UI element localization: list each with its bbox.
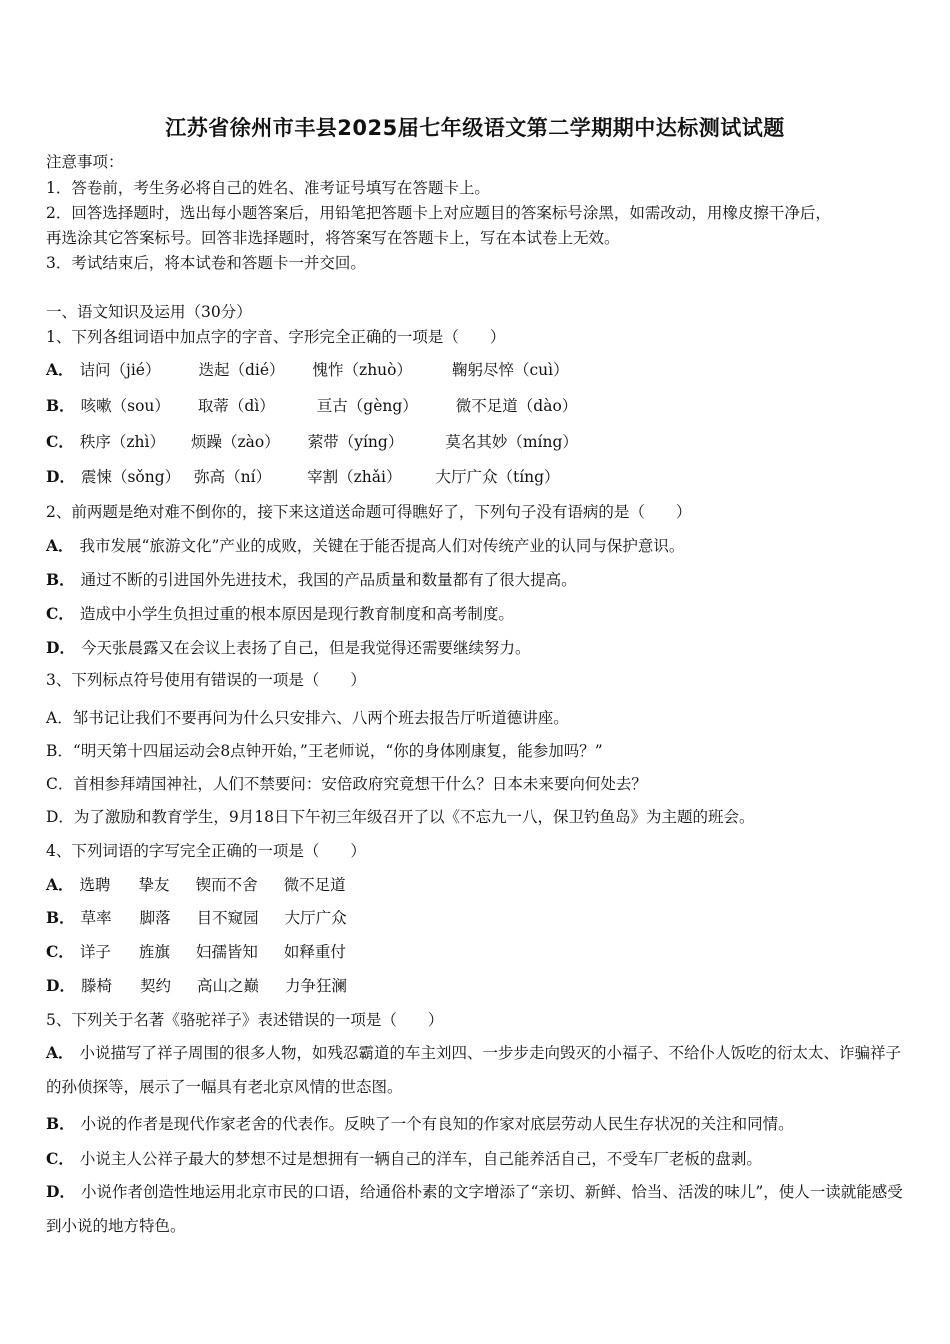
option-tag: A． bbox=[46, 875, 74, 894]
q2-option-c bbox=[46, 604, 514, 624]
option-tag: D． bbox=[46, 467, 75, 486]
q3-option-c: C．首相参拜靖国神社，人们不禁要问：安倍政府究竟想干什么？日本未来要向何处去？ bbox=[46, 775, 647, 793]
word: 草率 bbox=[80, 909, 112, 927]
q1-option-b bbox=[46, 396, 577, 416]
word: 取蒂（dì） bbox=[197, 397, 275, 415]
question-2-stem: 2、前两题是绝对难不倒你的，接下来这道送命题可得瞧好了，下列句子没有语病的是（ ） bbox=[46, 503, 692, 521]
option-tag: D． bbox=[46, 1182, 75, 1201]
option-tag: B． bbox=[46, 908, 75, 927]
word: 秩序（zhì） bbox=[79, 433, 165, 451]
option-tag: B． bbox=[46, 396, 75, 415]
word: 滕椅 bbox=[80, 977, 112, 995]
q2-option-d bbox=[46, 638, 530, 658]
word: 莫名其妙（míng） bbox=[445, 433, 578, 451]
word: 目不窥园 bbox=[196, 909, 259, 927]
word: 大厅广众 bbox=[284, 909, 347, 927]
q2-option-b bbox=[46, 570, 577, 590]
option-text: 通过不断的引进国外先进技术，我国的产品质量和数量都有了很大提高。 bbox=[80, 571, 577, 589]
word: 诘问（jié） bbox=[79, 361, 161, 379]
section-heading: 一、语文知识及运用（30分） bbox=[46, 303, 252, 321]
notice-item: 3．考试结束后，将本试卷和答题卡一并交回。 bbox=[46, 254, 366, 272]
word: 微不足道 bbox=[283, 876, 346, 894]
word: 愧怍（zhuò） bbox=[312, 361, 412, 379]
word: 高山之巅 bbox=[196, 977, 259, 995]
word: 弥高（ní） bbox=[194, 468, 272, 486]
q4-option-d bbox=[46, 976, 347, 996]
word: 如释重付 bbox=[283, 943, 346, 961]
question-4-stem: 4、下列词语的字写完全正确的一项是（ ） bbox=[46, 842, 366, 860]
word: 挚友 bbox=[138, 876, 170, 894]
option-tag: D． bbox=[46, 638, 75, 657]
word: 锲而不舍 bbox=[195, 876, 258, 894]
question-3-stem: 3、下列标点符号使用有错误的一项是（ ） bbox=[46, 671, 366, 689]
word: 萦带（yíng） bbox=[307, 433, 404, 451]
question-5-stem: 5、下列关于名著《骆驼祥子》表述错误的一项是（ ） bbox=[46, 1011, 444, 1029]
q3-option-b: B．“明天第十四届运动会8点钟开始，”王老师说，“你的身体刚康复，能参加吗？” bbox=[46, 742, 603, 760]
notice-item: 再选涂其它答案标号。回答非选择题时，将答案写在答题卡上，写在本试卷上无效。 bbox=[46, 229, 620, 247]
notice-item: 1．答卷前，考生务必将自己的姓名、准考证号填写在答题卡上。 bbox=[46, 179, 490, 197]
option-tag: C． bbox=[46, 1149, 74, 1168]
option-text: 小说作者创造性地运用北京市民的口语，给通俗朴素的文字增添了“亲切、新鲜、恰当、活泼的味儿”，使人一读就能感受到小说的地方特色。 bbox=[46, 1183, 903, 1235]
word: 咳嗽（sou） bbox=[80, 397, 170, 415]
option-text: 小说主人公祥子最大的梦想不过是想拥有一辆自己的洋车，自己能养活自己，不受车厂老板的盘剥。 bbox=[79, 1150, 762, 1168]
option-tag: B． bbox=[46, 1114, 75, 1133]
q4-option-c bbox=[46, 942, 346, 962]
q3-option-a: A．邹书记让我们不要再问为什么只安排六、八两个班去报告厅听道德讲座。 bbox=[46, 709, 569, 727]
option-text: 今天张晨露又在会议上表扬了自己，但是我觉得还需要继续努力。 bbox=[80, 639, 531, 657]
word: 鞠躬尽悴（cuì） bbox=[452, 361, 569, 379]
option-tag: D． bbox=[46, 976, 75, 995]
notice-heading: 注意事项： bbox=[46, 153, 124, 171]
word: 微不足道（dào） bbox=[455, 397, 578, 415]
q5-option-b bbox=[46, 1114, 794, 1134]
word: 详子 bbox=[79, 943, 111, 961]
option-text: 我市发展“旅游文化”产业的成败，关键在于能否提高人们对传统产业的认同与保护意识。 bbox=[79, 537, 685, 555]
option-tag: C． bbox=[46, 432, 74, 451]
q1-option-d bbox=[46, 467, 560, 487]
q2-option-a bbox=[46, 536, 684, 556]
option-tag: A． bbox=[46, 360, 74, 379]
q1-option-a bbox=[46, 360, 569, 380]
option-tag: B． bbox=[46, 570, 75, 589]
q5-option-d bbox=[46, 1175, 908, 1243]
word: 契约 bbox=[139, 977, 171, 995]
q4-option-a bbox=[46, 875, 346, 895]
option-text: 小说描写了祥子周围的很多人物，如残忍霸道的车主刘四、一步步走向毁灭的小福子、不给仆人饭吃的衍太太、诈骗祥子的孙侦探等，展示了一幅具有老北京风情的世态图。 bbox=[46, 1044, 902, 1096]
word: 震悚（sǒng） bbox=[80, 468, 181, 486]
word: 旌旗 bbox=[138, 943, 170, 961]
option-tag: C． bbox=[46, 604, 74, 623]
page-title: 江苏省徐州市丰县2025届七年级语文第二学期期中达标测试试题 bbox=[165, 116, 785, 140]
word: 宰割（zhǎi） bbox=[307, 468, 402, 486]
option-tag: A． bbox=[46, 1043, 74, 1062]
word: 力争狂澜 bbox=[285, 977, 348, 995]
option-tag: A． bbox=[46, 536, 74, 555]
q1-option-c bbox=[46, 432, 578, 452]
word: 妇孺皆知 bbox=[195, 943, 258, 961]
option-tag: C． bbox=[46, 942, 74, 961]
option-text: 造成中小学生负担过重的根本原因是现行教育制度和高考制度。 bbox=[79, 605, 514, 623]
word: 烦躁（zào） bbox=[190, 433, 280, 451]
word: 大厅广众（tíng） bbox=[435, 468, 560, 486]
word: 脚落 bbox=[139, 909, 171, 927]
notice-item: 2．回答选择题时，选出每小题答案后，用铅笔把答题卡上对应题目的答案标号涂黑，如需改动，用橡皮擦干净后， bbox=[46, 204, 831, 222]
word: 选聘 bbox=[79, 876, 111, 894]
q3-option-d: D．为了激励和教育学生，9月18日下午初三年级召开了以《不忘九一八，保卫钓鱼岛》为主题的班会。 bbox=[46, 808, 755, 826]
question-1-stem: 1、下列各组词语中加点字的字音、字形完全正确的一项是（ ） bbox=[46, 328, 506, 346]
word: 亘古（gèng） bbox=[316, 397, 418, 415]
q4-option-b bbox=[46, 908, 347, 928]
q5-option-a bbox=[46, 1036, 908, 1104]
q5-option-c bbox=[46, 1149, 762, 1169]
option-text: 小说的作者是现代作家老舍的代表作。反映了一个有良知的作家对底层劳动人民生存状况的关注和同情。 bbox=[80, 1115, 794, 1133]
word: 迭起（dié） bbox=[198, 361, 285, 379]
